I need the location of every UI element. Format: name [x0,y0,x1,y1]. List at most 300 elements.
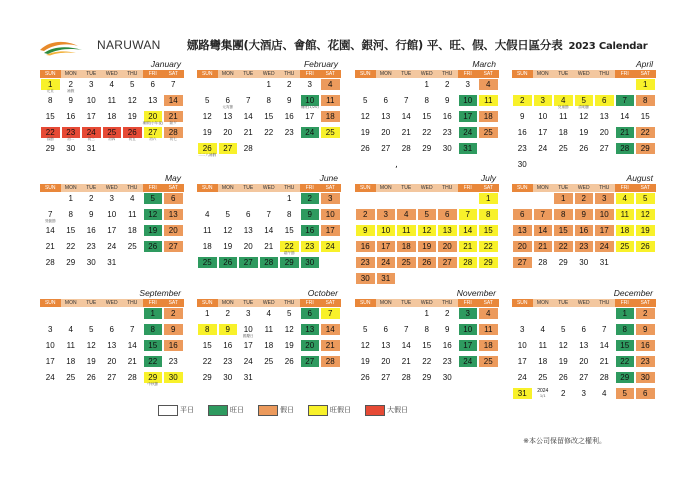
day-cell [300,94,321,110]
weekday-header [197,184,341,192]
day-number: 31 [377,273,396,284]
day-cell [574,256,595,272]
day-number: 31 [86,144,96,153]
day-number: 19 [284,341,294,350]
day-number: 14 [401,341,411,350]
weekday-tue: TUE [243,71,254,77]
weekday-mon: MON [379,300,392,306]
day-cell [396,142,417,158]
day-number: 6 [301,308,320,319]
day-cell [478,110,499,126]
legend-label: 平日 [180,406,194,414]
day-number: 25 [103,127,122,138]
day-cell [458,78,479,94]
weekday-wed: WED [262,300,275,306]
day-number: 6 [109,325,114,334]
day-cell [81,323,102,339]
day-cell [122,78,143,94]
day-number: 7 [130,325,135,334]
weekday-header [355,70,499,78]
day-cell [320,323,341,339]
day-number: 8 [198,324,217,335]
day-cell [122,339,143,355]
day-number: 7 [404,96,409,105]
day-cell [553,224,574,240]
day-number: 10 [107,210,117,219]
weekday-thu: THU [599,71,610,77]
day-number: 30 [442,373,452,382]
day-number: 6 [383,96,388,105]
day-cell [512,158,533,174]
day-number: 2 [356,209,375,220]
day-number: 27 [381,373,391,382]
day-grid [197,78,341,158]
day-cell [279,240,300,256]
day-cell [320,240,341,256]
weekday-tue: TUE [243,185,254,191]
weekday-wed: WED [105,71,118,77]
day-number: 5 [616,388,635,399]
weekday-mon: MON [536,71,549,77]
day-cell [259,208,280,224]
day-cell [376,208,397,224]
day-cell [122,240,143,256]
day-number: 23 [636,356,655,367]
weekday-sun: SUN [355,184,376,192]
day-number: 26 [579,144,589,153]
day-number: 15 [202,341,212,350]
month-name: September [139,288,181,298]
weekday-thu: THU [599,300,610,306]
day-grid [512,78,656,174]
day-number: 21 [616,127,635,138]
day-cell [102,371,123,387]
day-cell [40,240,61,256]
day-number: 26 [198,143,217,154]
legend-item [308,404,365,416]
day-number: 28 [243,144,253,153]
day-cell [102,224,123,240]
day-cell [376,339,397,355]
day-cell [163,78,184,94]
day-note: 初三 [87,137,95,141]
day-number: 14 [264,226,274,235]
day-cell [355,240,376,256]
day-cell [437,256,458,272]
day-number: 2 [561,389,566,398]
day-cell [533,256,554,272]
day-cell [143,323,164,339]
day-number: 23 [517,144,527,153]
day-cell [143,94,164,110]
weekday-header [355,299,499,307]
day-number: 22 [422,128,432,137]
day-number: 19 [360,357,370,366]
day-cell [218,355,239,371]
day-cell [279,307,300,323]
day-cell [122,192,143,208]
day-cell [458,126,479,142]
day-number: 17 [595,225,614,236]
day-number: 6 [438,209,457,220]
legend-swatch [308,405,328,416]
day-cell [594,110,615,126]
weekday-header [512,299,656,307]
day-cell [143,78,164,94]
day-cell [40,355,61,371]
day-number: 21 [243,128,253,137]
day-cell [102,126,123,142]
day-number: 27 [239,257,258,268]
day-number: 2 [513,95,532,106]
day-number: 27 [579,373,589,382]
month-april [512,59,656,174]
month-name: January [150,59,181,69]
day-cell [259,323,280,339]
month-january [40,59,184,158]
day-cell [512,110,533,126]
day-grid [512,192,656,272]
weekday-fri: FRI [300,184,321,192]
day-cell [279,256,300,272]
day-number: 19 [144,225,163,236]
day-number: 3 [109,194,114,203]
day-cell [635,110,656,126]
day-number: 16 [442,112,452,121]
day-cell [458,208,479,224]
day-grid [40,192,184,272]
next-year-day [594,387,615,403]
day-cell [417,110,438,126]
weekday-wed: WED [105,185,118,191]
day-cell [259,339,280,355]
month-november [355,288,499,387]
weekday-wed: WED [262,71,275,77]
day-number: 25 [264,357,274,366]
day-cell [320,192,341,208]
day-number: 5 [636,193,655,204]
day-number: 1 [205,309,210,318]
title-en: 2023 Calendar [568,41,648,52]
day-number: 16 [575,225,594,236]
day-number: 18 [616,225,635,236]
weekday-sat: SAT [635,70,656,78]
day-number: 12 [636,209,655,220]
day-cell [218,240,239,256]
day-number: 28 [401,144,411,153]
day-note: 國慶日 [242,334,254,338]
day-cell [574,240,595,256]
legend-swatch [258,405,278,416]
day-cell [61,339,82,355]
day-number: 10 [538,112,548,121]
day-cell [355,256,376,272]
day-cell [143,126,164,142]
day-number: 23 [86,242,96,251]
day-number: 10 [301,95,320,106]
day-cell [279,323,300,339]
day-grid [197,307,341,387]
month-december [512,288,656,403]
day-cell [40,142,61,158]
day-number: 31 [513,388,532,399]
day-number: 30 [356,273,375,284]
day-number: 3 [534,95,553,106]
day-number: 4 [540,325,545,334]
day-number: 29 [636,143,655,154]
day-number: 29 [422,144,432,153]
weekday-header [197,70,341,78]
day-number: 12 [360,341,370,350]
day-note: 中秋節 [147,382,159,386]
day-cell [197,94,218,110]
day-cell [355,208,376,224]
month-february [197,59,341,158]
day-number: 1 [636,79,655,90]
next-year-cell [533,387,554,403]
weekday-thu: THU [599,185,610,191]
weekday-thu: THU [127,300,138,306]
day-cell [396,371,417,387]
day-cell [594,94,615,110]
weekday-thu: THU [284,300,295,306]
day-number: 10 [45,341,55,350]
month-name: November [456,288,496,298]
day-cell [61,240,82,256]
day-cell [574,126,595,142]
day-number: 6 [595,95,614,106]
day-cell [355,272,376,288]
day-number: 24 [321,241,340,252]
day-cell [355,371,376,387]
day-number: 15 [422,112,432,121]
day-number: 23 [575,241,594,252]
day-number: 14 [164,95,183,106]
day-grid [512,307,656,403]
day-cell [102,94,123,110]
day-number: 27 [381,144,391,153]
day-cell [143,307,164,323]
weekday-tue: TUE [558,71,569,77]
legend-item [365,404,422,416]
legend-item [208,404,258,416]
day-number: 16 [284,112,294,121]
day-number: 20 [164,225,183,236]
day-cell [355,339,376,355]
weekday-sat: SAT [163,70,184,78]
weekday-wed: WED [577,300,590,306]
month-name: April [635,59,653,69]
month-name: October [307,288,338,298]
day-number: 15 [640,112,650,121]
day-number: 29 [616,372,635,383]
weekday-wed: WED [420,71,433,77]
day-number: 5 [130,80,135,89]
day-cell [533,355,554,371]
day-number: 9 [445,96,450,105]
day-cell [635,355,656,371]
day-number: 22 [41,127,60,138]
day-cell [300,126,321,142]
weekday-header [197,299,341,307]
day-number: 22 [554,241,573,252]
day-cell [81,355,102,371]
day-number: 31 [459,143,478,154]
day-cell [553,142,574,158]
day-cell [238,208,259,224]
day-cell [238,355,259,371]
day-number: 6 [150,80,155,89]
day-cell [300,240,321,256]
day-cell [635,371,656,387]
day-number: 16 [164,340,183,351]
day-cell [376,355,397,371]
day-number: 27 [301,356,320,367]
day-cell [300,307,321,323]
day-number: 9 [636,324,655,335]
day-cell [437,339,458,355]
day-number: 17 [305,112,315,121]
day-number: 2 [636,308,655,319]
day-cell [143,339,164,355]
day-cell [238,126,259,142]
day-number: 7 [616,95,635,106]
day-cell [417,126,438,142]
day-cell [61,78,82,94]
day-number: 1 [287,194,292,203]
day-number: 27 [107,373,117,382]
day-number: 27 [599,144,609,153]
day-number: 6 [513,209,532,220]
day-number: 23 [62,127,81,138]
day-cell [594,192,615,208]
day-cell [396,208,417,224]
day-note: 除夕 [169,121,177,125]
day-cell [635,224,656,240]
day-note: 初五 [128,137,136,141]
day-cell [574,142,595,158]
day-cell [615,371,636,387]
day-cell [615,339,636,355]
day-number: 15 [66,226,76,235]
day-cell [458,323,479,339]
next-year-sub: 1/1 [539,394,546,398]
day-number: 26 [636,241,655,252]
day-cell [163,339,184,355]
day-number: 10 [459,324,478,335]
day-cell [376,126,397,142]
day-number: 1 [144,308,163,319]
day-number: 1 [479,193,498,204]
day-number: 16 [356,241,375,252]
day-number: 9 [301,209,320,220]
day-number: 2 [445,80,450,89]
day-number: 26 [123,127,142,138]
day-cell [143,371,164,387]
day-cell [238,256,259,272]
day-number: 21 [534,241,553,252]
day-number: 8 [48,96,53,105]
day-cell [300,323,321,339]
day-cell [143,208,164,224]
day-cell [279,339,300,355]
day-cell [478,94,499,110]
day-number: 3 [321,193,340,204]
day-number: 6 [581,325,586,334]
day-number: 5 [418,209,437,220]
day-number: 5 [89,325,94,334]
day-cell [163,126,184,142]
day-cell [143,355,164,371]
day-cell [437,208,458,224]
day-cell [320,355,341,371]
day-number: 14 [127,341,137,350]
next-year-day [553,387,574,403]
day-cell [61,110,82,126]
day-cell [81,78,102,94]
day-cell [163,208,184,224]
day-number: 11 [128,210,137,219]
day-number: 24 [595,241,614,252]
day-cell [458,240,479,256]
weekday-fri: FRI [615,184,636,192]
day-number: 16 [86,226,96,235]
next-year-label: 2024 [537,388,549,394]
day-number: 9 [356,225,375,236]
day-cell [376,323,397,339]
weekday-sat: SAT [163,184,184,192]
day-number: 19 [418,241,437,252]
day-number: 15 [284,226,294,235]
day-cell [553,256,574,272]
day-cell [40,110,61,126]
month-may [40,173,184,272]
day-cell [533,339,554,355]
day-number: 11 [66,341,75,350]
day-number: 15 [554,225,573,236]
day-number: 2 [301,193,320,204]
weekday-sat: SAT [478,70,499,78]
day-number: 8 [424,96,429,105]
day-cell [355,355,376,371]
day-number: 25 [616,241,635,252]
weekday-tue: TUE [401,300,412,306]
day-cell [533,126,554,142]
day-number: 25 [127,242,137,251]
day-number: 23 [356,257,375,268]
weekday-fri: FRI [143,184,164,192]
day-number: 1 [424,80,429,89]
day-number: 3 [377,209,396,220]
day-number: 7 [171,80,176,89]
day-cell [478,256,499,272]
day-cell [512,240,533,256]
day-number: 12 [579,112,589,121]
day-number: 22 [280,241,299,252]
month-july [355,173,499,288]
day-number: 21 [401,128,411,137]
day-cell [238,240,259,256]
day-cell [320,307,341,323]
day-number: 29 [422,373,432,382]
day-number: 24 [243,357,253,366]
day-cell [197,126,218,142]
day-number: 18 [66,357,76,366]
day-cell [553,323,574,339]
legend-item [258,404,308,416]
day-cell [553,355,574,371]
day-cell [143,224,164,240]
